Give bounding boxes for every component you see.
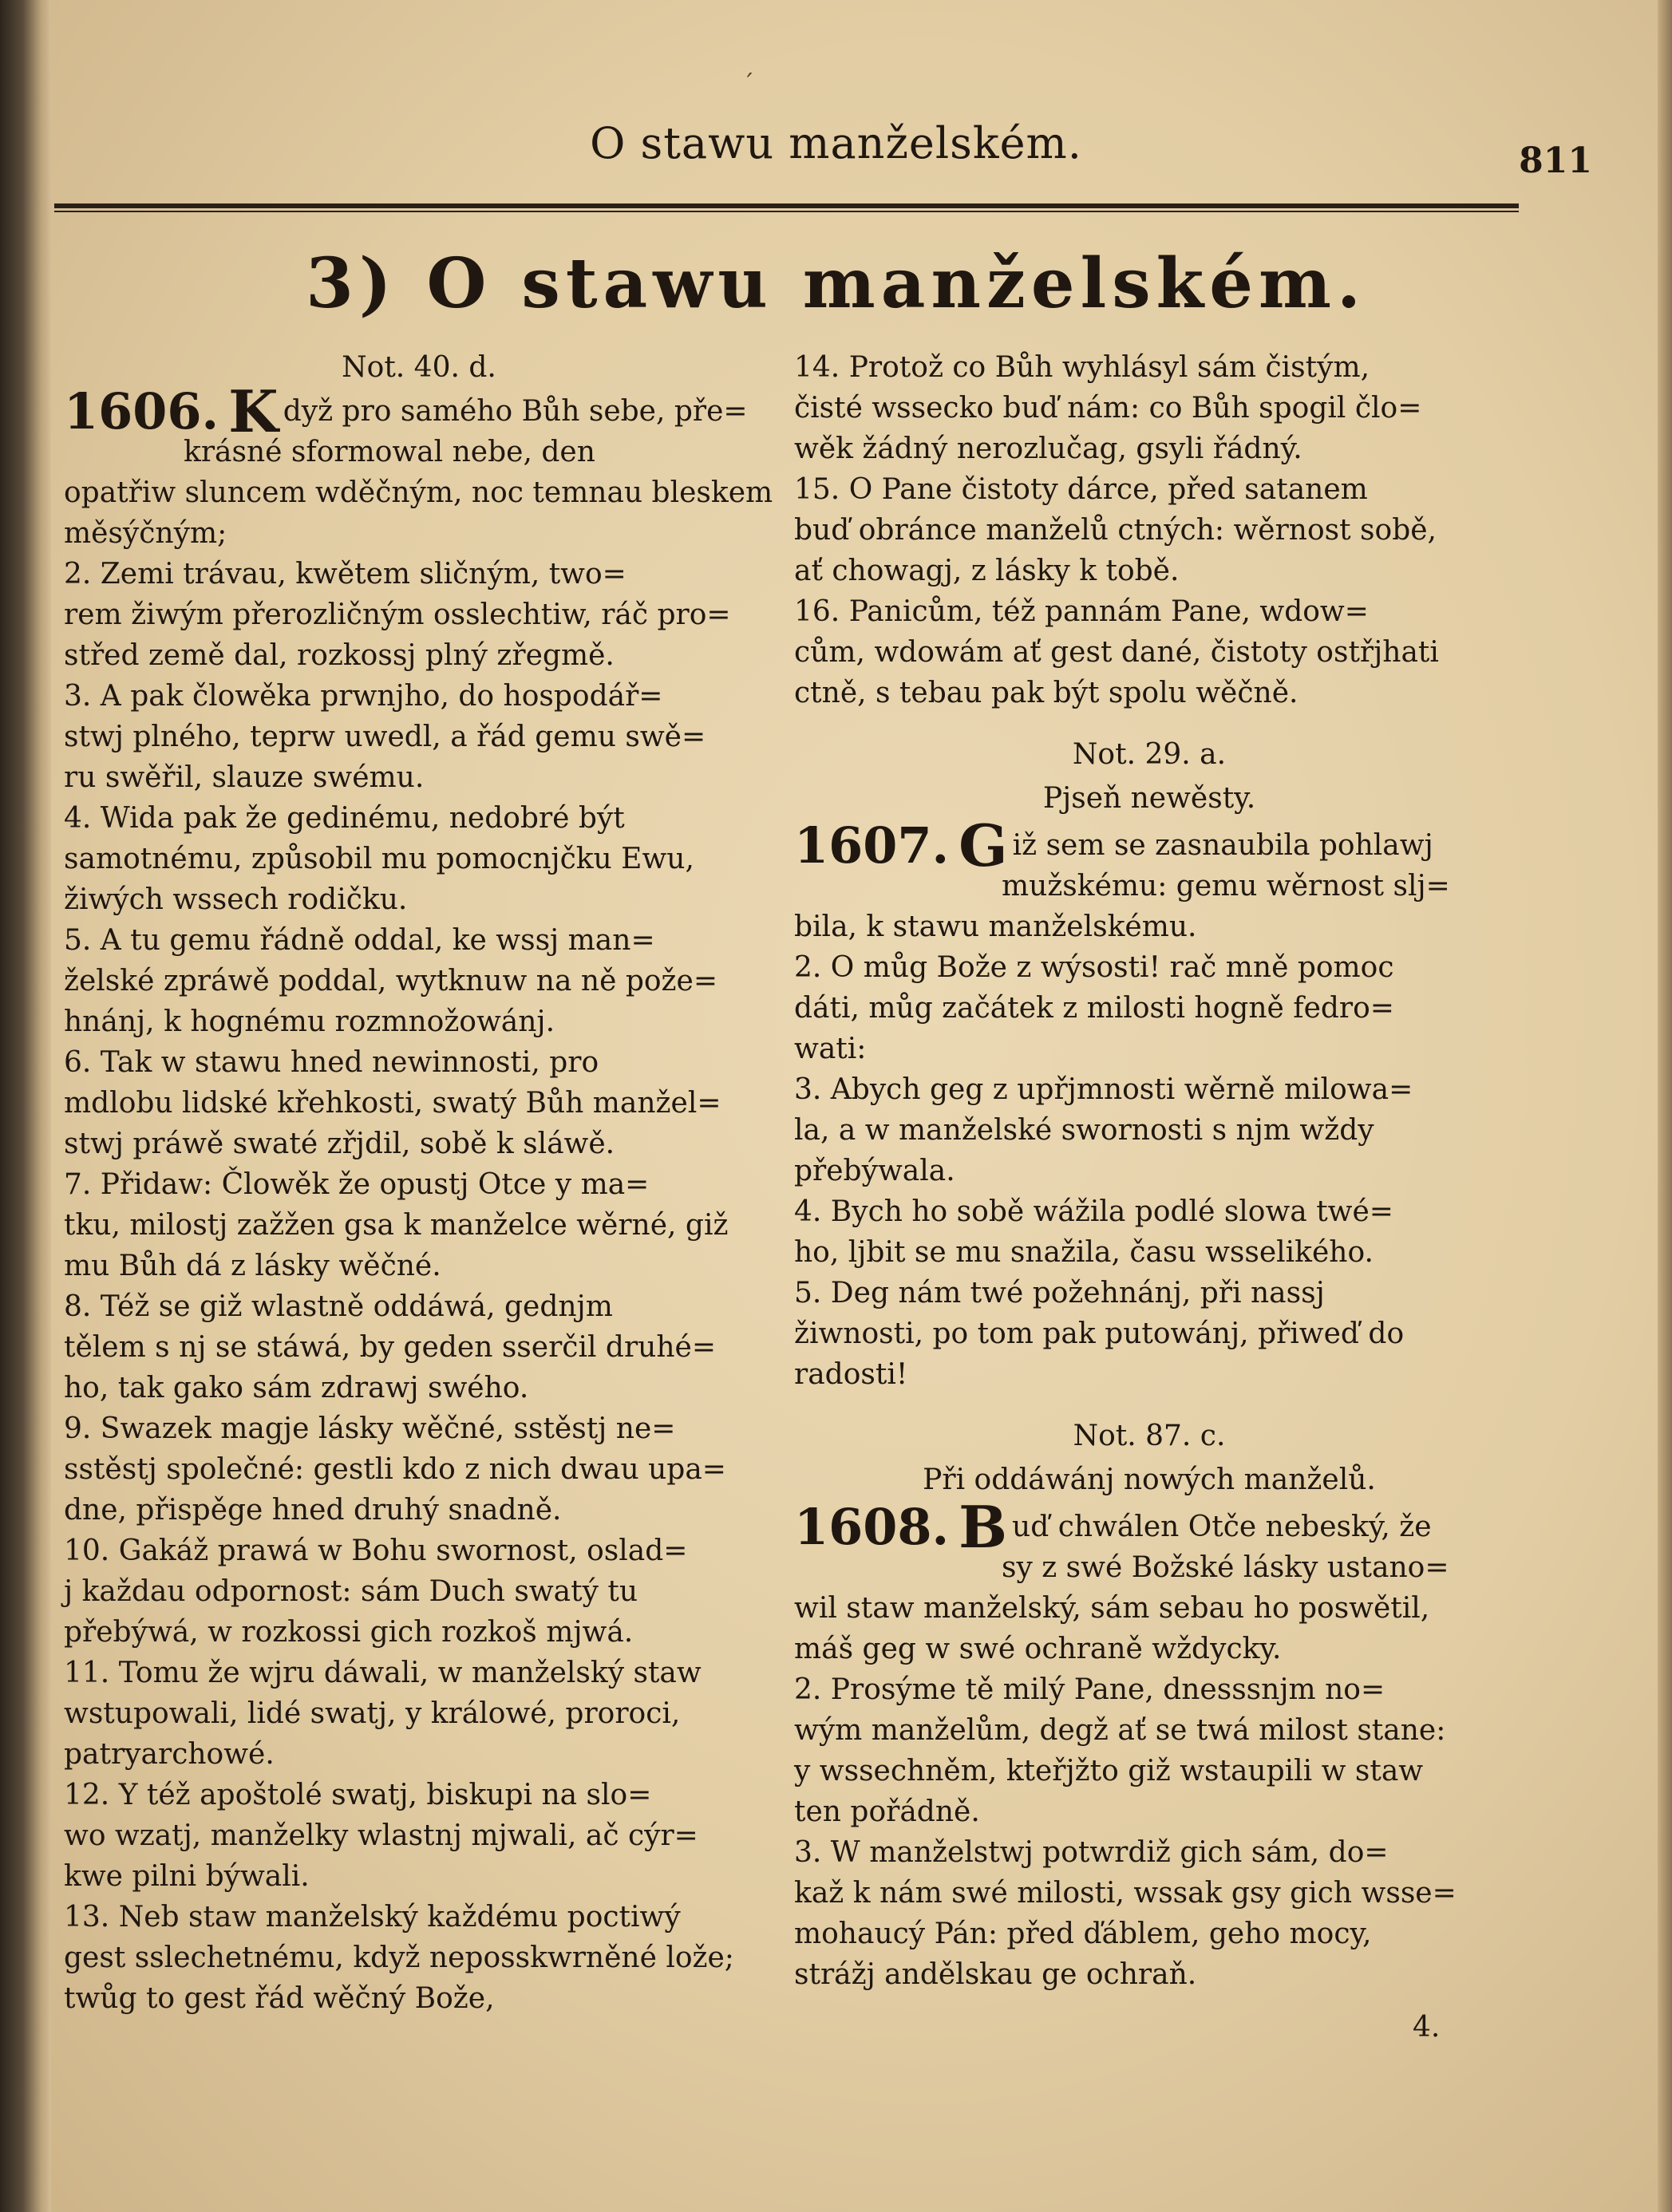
text-line: 9. Swazek magje lásky wěčné, sstěstj ne=	[64, 1412, 676, 1445]
text-line: mu Bůh dá z lásky wěčné.	[64, 1250, 441, 1282]
text-line: dáti, můg začátek z milosti hogně fedro=	[794, 992, 1394, 1025]
hymn-number: 1608.	[794, 1498, 950, 1556]
text-line: žiwnosti, po tom pak putowánj, přiweď do	[794, 1317, 1405, 1350]
hymn-text	[794, 347, 1504, 713]
text-line: 13. Neb staw manželský každému poctiwý	[64, 1901, 681, 1934]
text-line: 5. A tu gemu řádně oddal, ke wssj man=	[64, 924, 655, 957]
text-line: patryarchowé.	[64, 1738, 275, 1771]
text-line: želské zpráwě poddal, wytknuw na ně pože=	[64, 965, 717, 997]
text-line: wil staw manželský, sám sebau ho poswětil,	[794, 1592, 1430, 1625]
text-line: střed země dal, rozkossj plný zřegmě.	[64, 639, 615, 672]
text-line: 14. Protož co Bůh wyhlásyl sám čistým,	[794, 351, 1370, 384]
text-line: buď obránce manželů ctných: wěrnost sobě,	[794, 514, 1437, 547]
text-line: y wssechněm, kteřjžto giž wstaupili w staw	[794, 1755, 1424, 1787]
text-line: ať chowagj, z lásky k tobě.	[794, 555, 1180, 587]
hymn-first-line	[794, 1493, 1504, 1561]
text-line: ho, ljbit se mu snažila, času wsselikého.	[794, 1236, 1374, 1269]
text-line: strážj andělskau ge ochraň.	[794, 1958, 1197, 1991]
text-line: 4. Bych ho sobě wážila podlé slowa twé=	[794, 1195, 1393, 1228]
text-line: dne, přispěge hned druhý snadně.	[64, 1494, 562, 1527]
hymn-first-line	[64, 377, 774, 445]
page-number: 811	[1519, 140, 1592, 181]
text-line: wěk žádný nerozlučag, gsyli řádný.	[794, 433, 1302, 465]
text-line: samotnému, způsobil mu pomocnjčku Ewu,	[64, 843, 694, 875]
hymn-first-line	[794, 812, 1504, 879]
text-line: 3. W manželstwj potwrdiž gich sám, do=	[794, 1836, 1389, 1869]
text-line: 2. Prosýme tě milý Pane, dnesssnjm no=	[794, 1673, 1385, 1706]
text-line: měsýčným;	[64, 517, 227, 550]
drop-cap: B	[959, 1493, 1008, 1561]
text-line: ru swěřil, slauze swému.	[64, 761, 425, 794]
running-head: O stawu manželském.	[590, 118, 1082, 168]
decorative-mark: ˊ	[742, 70, 754, 98]
text-line: sstěstj společné: gestli kdo z nich dwau upa=	[64, 1453, 726, 1486]
page-edge-shadow	[1658, 0, 1672, 2212]
catchword: 4.	[1413, 2011, 1441, 2044]
text-line: přebýwá, w rozkossi gich rozkoš mjwá.	[64, 1616, 634, 1649]
text-line: bila, k stawu manželskému.	[794, 910, 1197, 943]
text-line: kaž k nám swé milosti, wssak gsy gich wsse=	[794, 1877, 1457, 1910]
left-column	[64, 347, 774, 2019]
text-line: 6. Tak w stawu hned newinnosti, pro	[64, 1046, 599, 1079]
text-line: cům, wdowám ať gest dané, čistoty ostřjhati	[794, 636, 1439, 669]
text-line: máš geg w swé ochraně wždycky.	[794, 1633, 1282, 1665]
text-line: ten pořádně.	[794, 1795, 980, 1828]
text-line: dyž pro samého Bůh sebe, pře=	[283, 395, 748, 428]
text-line: 12. Y též apoštolé swatj, biskupi na slo=	[64, 1779, 652, 1811]
text-line: 11. Tomu že wjru dáwali, w manželský staw	[64, 1657, 702, 1689]
drop-cap: K	[228, 377, 279, 445]
text-line: 8. Též se giž wlastně oddáwá, gednjm	[64, 1290, 613, 1323]
text-line: 2. O můg Bože z wýsosti! rač mně pomoc	[794, 951, 1394, 984]
text-line: 7. Přidaw: Člowěk že opustj Otce y ma=	[64, 1168, 650, 1201]
melody-note: Not. 40. d.	[342, 351, 496, 384]
text-line: 5. Deg nám twé požehnánj, při nassj	[794, 1277, 1325, 1309]
text-line: 10. Gakáž prawá w Bohu swornost, oslad=	[64, 1535, 688, 1567]
text-line: ctně, s tebau pak být spolu wěčně.	[794, 677, 1298, 709]
text-line: twůg to gest řád wěčný Bože,	[64, 1982, 495, 2015]
text-line: uď chwálen Otče nebeský, že	[1012, 1511, 1432, 1543]
text-line: stwj práwě swaté zřjdil, sobě k sláwě.	[64, 1128, 615, 1160]
text-line: tku, milostj zažžen gsa k manželce wěrné, giž	[64, 1209, 729, 1242]
text-line: mohaucý Pán: před ďáblem, geho mocy,	[794, 1918, 1372, 1950]
drop-cap: G	[959, 812, 1008, 879]
text-line: rem žiwým přerozličným osslechtiw, ráč pro=	[64, 598, 731, 631]
text-line: wo wzatj, manželky wlastnj mjwali, ač cýr=	[64, 1819, 698, 1852]
text-line: tělem s nj se stáwá, by geden sserčil druhé=	[64, 1331, 717, 1364]
text-line: čisté wssecko buď nám: co Bůh spogil člo=	[794, 392, 1422, 425]
text-line: j každau odpornost: sám Duch swatý tu	[64, 1575, 638, 1608]
text-line: sy z swé Božské lásky ustano=	[1002, 1551, 1449, 1584]
text-line: radosti!	[794, 1358, 908, 1391]
text-line: 3. A pak člowěka prwnjho, do hospodář=	[64, 680, 663, 713]
text-line: přebýwala.	[794, 1155, 955, 1187]
melody-note: Not. 29. a.	[1072, 738, 1227, 771]
text-line: mdlobu lidské křehkosti, swatý Bůh manžel=	[64, 1087, 721, 1120]
text-line: hnánj, k hognému rozmnožowánj.	[64, 1005, 555, 1038]
text-line: wstupowali, lidé swatj, y králowé, proroci,	[64, 1697, 681, 1730]
book-spine-shadow	[0, 0, 51, 2212]
text-line: 16. Panicům, též pannám Pane, wdow=	[794, 595, 1369, 628]
text-line: 4. Wida pak že gedinému, nedobré být	[64, 802, 625, 835]
hymn-subtitle: Při oddáwánj nowých manželů.	[923, 1463, 1376, 1496]
melody-note: Not. 87. c.	[1073, 1420, 1226, 1452]
hymn-number: 1607.	[794, 816, 950, 875]
hymn-subtitle: Pjseň newěsty.	[1042, 782, 1256, 815]
text-line: gest sslechetnému, když neposskwrněné lože;	[64, 1941, 734, 1974]
header-rule	[54, 203, 1519, 212]
text-line: 3. Abych geg z upřjmnosti wěrně milowa=	[794, 1073, 1413, 1106]
hymn-number: 1606.	[64, 382, 219, 440]
text-line: krásné sformowal nebe, den	[184, 436, 595, 468]
text-line: mužskému: gemu wěrnost slj=	[1002, 870, 1450, 903]
hymn-text	[794, 1588, 1504, 1995]
hymn-text	[64, 472, 774, 2019]
text-line: opatřiw sluncem wděčným, noc temnau bleskem	[64, 476, 773, 509]
text-line: 15. O Pane čistoty dárce, před satanem	[794, 473, 1368, 506]
text-line: iž sem se zasnaubila pohlawj	[1012, 829, 1433, 862]
hymn-text	[794, 907, 1504, 1395]
text-line: kwe pilni býwali.	[64, 1860, 310, 1893]
right-column	[794, 347, 1504, 1995]
section-title: 3) O stawu manželském.	[306, 243, 1366, 324]
text-line: la, a w manželské swornosti s njm wždy	[794, 1114, 1374, 1147]
text-line: wati:	[794, 1033, 867, 1065]
text-line: žiwých wssech rodičku.	[64, 883, 408, 916]
text-line: 2. Zemi trávau, kwětem sličným, two=	[64, 558, 627, 591]
text-line: ho, tak gako sám zdrawj swého.	[64, 1372, 529, 1404]
text-line: stwj plného, teprw uwedl, a řád gemu swě=	[64, 721, 706, 753]
text-line: wým manželům, degž ať se twá milost stane:	[794, 1714, 1446, 1747]
